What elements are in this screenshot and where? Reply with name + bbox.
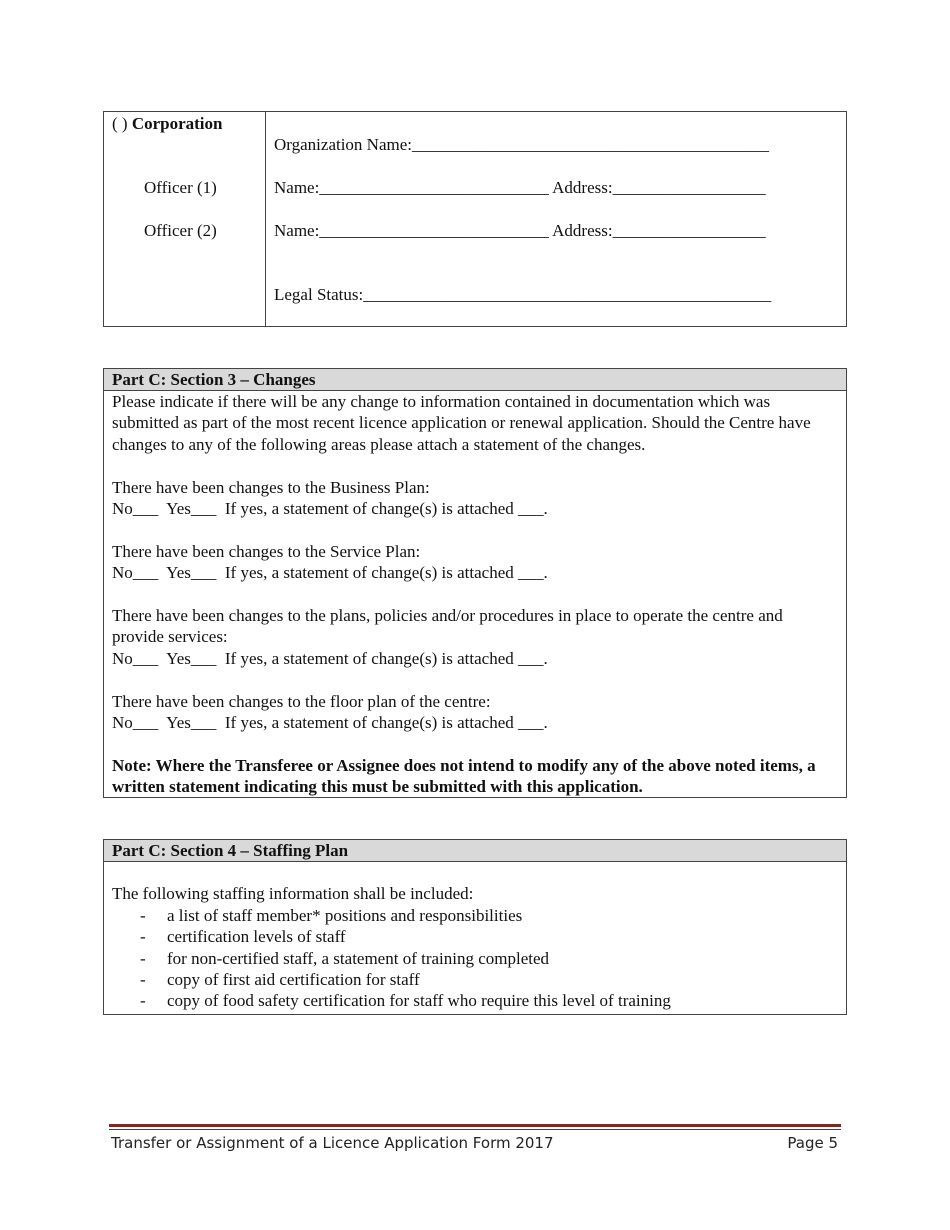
footer-form-title: Transfer or Assignment of a Licence Application Form 2017 (111, 1134, 554, 1152)
change-question: There have been changes to the Service Plan: (112, 541, 421, 561)
change-answer-line[interactable]: No___ Yes___ If yes, a statement of change(s) is attached ___. (112, 713, 548, 733)
list-item: - for non-certified staff, a statement of training completed (112, 948, 838, 969)
change-question: There have been changes to the floor plan of the centre: (112, 691, 491, 711)
officer-2-fields[interactable]: Name:___________________________ Address:__________________ (274, 221, 766, 240)
section-4-title: Part C: Section 4 – Staffing Plan (104, 840, 846, 862)
change-answer-line[interactable]: No___ Yes___ If yes, a statement of change(s) is attached ___. (112, 648, 548, 668)
list-item: - copy of first aid certification for staff (112, 969, 838, 990)
table-divider (265, 112, 266, 326)
change-answer-line[interactable]: No___ Yes___ If yes, a statement of change(s) is attached ___. (112, 563, 548, 583)
section-3-title: Part C: Section 3 – Changes (104, 369, 846, 391)
corporation-label: Corporation (131, 114, 223, 133)
change-question: There have been changes to the Business Plan: (112, 477, 430, 497)
corporation-table (103, 111, 847, 327)
section-3-body (104, 391, 846, 798)
page-footer (111, 1133, 838, 1153)
change-item-policies (112, 605, 838, 669)
change-item-business-plan (112, 477, 838, 520)
section-3-intro: Please indicate if there will be any change to information contained in documentation which was submitted as part of the most recent licence application or renewal application. Should the Centre have changes to any of the following areas please attach a statement of the changes. (112, 392, 811, 454)
legal-status-field[interactable]: Legal Status:________________________________________________ (274, 285, 772, 304)
list-item: - a list of staff member* positions and responsibilities (112, 905, 838, 926)
page-number: Page 5 (787, 1134, 838, 1152)
change-item-service-plan (112, 541, 838, 584)
section-4-staffing-plan (103, 839, 847, 1015)
officer-2-label: Officer (2) (144, 221, 217, 240)
footer-rule-thick (109, 1124, 841, 1127)
corporation-checkbox[interactable]: ( ) (112, 114, 128, 133)
officer-1-label: Officer (1) (144, 178, 217, 197)
staffing-requirements-list (112, 905, 838, 1012)
change-answer-line[interactable]: No___ Yes___ If yes, a statement of change(s) is attached ___. (112, 499, 548, 519)
list-item: - certification levels of staff (112, 926, 838, 947)
organization-name-field[interactable]: Organization Name:__________________________________________ (274, 135, 770, 154)
footer-rule-thin (109, 1129, 841, 1130)
change-question: There have been changes to the plans, policies and/or procedures in place to operate the centre and provide services: (112, 606, 783, 647)
section-3-note: Note: Where the Transferee or Assignee does not intend to modify any of the above noted items, a written statement indicating this must be submitted with this application. (112, 755, 816, 797)
change-item-floor-plan (112, 691, 838, 734)
section-4-body (104, 862, 846, 1012)
officer-1-fields[interactable]: Name:___________________________ Address:__________________ (274, 178, 766, 197)
section-3-changes (103, 368, 847, 798)
corporation-heading (112, 114, 223, 134)
section-4-intro: The following staffing information shall be included: (112, 884, 474, 904)
list-item: - copy of food safety certification for staff who require this level of training (112, 990, 838, 1011)
